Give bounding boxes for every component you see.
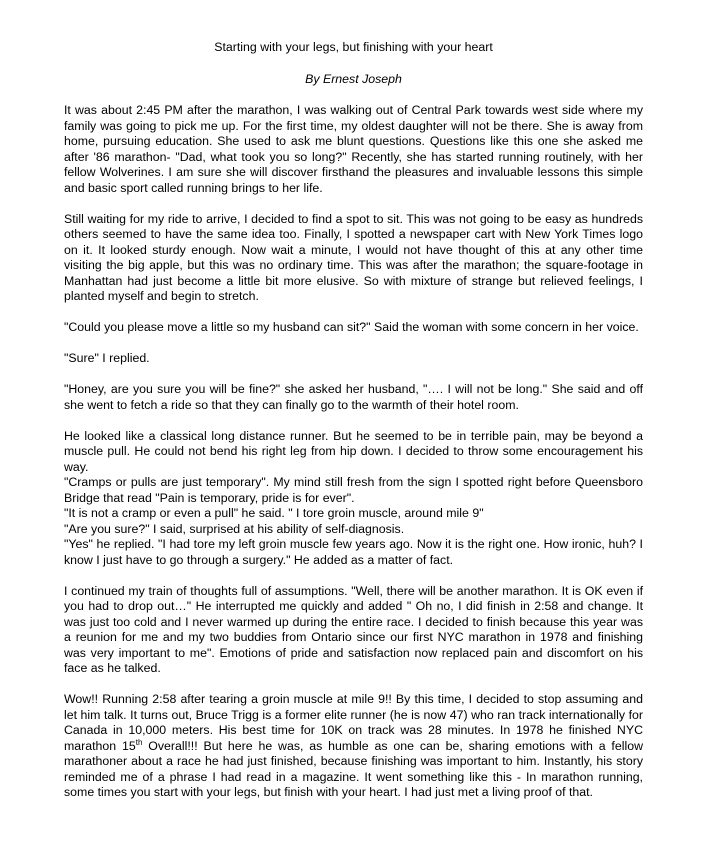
dialogue-line-3: "Are you sure?" I said, surprised at his ability of self-diagnosis.	[64, 521, 405, 536]
dialogue-line-4: "Yes" he replied. "I had tore my left groin muscle few years ago. Now it is the right one. How ironic, huh? I know I just have to go through a surgery." He added as a matter of fact.	[64, 537, 643, 567]
runner-dialogue-block	[64, 429, 643, 569]
runner-intro: He looked like a classical long distance runner. But he seemed to be in terrible pain, may be beyond a muscle pull. He could not bend his right leg from hip down. I decided to throw some encouragement his way.	[64, 428, 643, 474]
author-byline: By Ernest Joseph	[305, 71, 402, 86]
final-paragraph-part-1: Wow!! Running 2:58 after tearing a groin muscle at mile 9!! By this time, I decided to stop assuming and let him talk. It turns out, Bruce Trigg is a former elite runner (he is now 47) who ran track internationally for Canada in 10,000 meters. His best time for 10K on track was 28 minutes. In 1978 he finished NYC marathon 15	[64, 692, 643, 753]
final-paragraph	[64, 692, 643, 801]
dialogue-line-2: "It is not a cramp or even a pull" he said. " I tore groin muscle, around mile 9"	[64, 506, 484, 520]
final-paragraph-part-2: Overall!!! But here he was, as humble as one can be, sharing emotions with a fellow marathoner about a race he had just finished, because finishing was important to him. Instantly, his story reminded me of a phrase I had read in a magazine. It went something like this - In marathon running, some times you start with your legs, but finish with your heart. I had just met a living proof of that.	[64, 738, 643, 799]
assumptions-paragraph: I continued my train of thoughts full of assumptions. "Well, there will be another marathon. It is OK even if you had to drop out…" He interrupted me quickly and added " Oh no, I did finish in 2:58 and change. It was just too cold and I never warmed up during the entire race. I decided to finish because this year was a reunion for me and my two buddies from Ontario since our first NYC marathon in 1978 and finishing was very important to me". Emotions of pride and satisfaction now replaced pain and discomfort on his face as he talked.	[64, 583, 643, 675]
paragraph-5: "Honey, are you sure you will be fine?" she asked her husband, "…. I will not be long." She said and off she went to fetch a ride so that they can finally go to the warmth of their hotel room.	[64, 382, 643, 412]
dialogue-line-1: "Cramps or pulls are just temporary". My mind still fresh from the sign I spotted right before Queensboro Bridge that read "Pain is temporary, pride is for ever".	[64, 475, 643, 505]
paragraph-4: "Sure" I replied.	[64, 351, 150, 365]
document-page	[64, 40, 643, 816]
ordinal-superscript: th	[135, 737, 143, 747]
paragraph-3: "Could you please move a little so my husband can sit?" Said the woman with some concern in her voice.	[64, 320, 639, 334]
paragraph-1: It was about 2:45 PM after the marathon, I was walking out of Central Park towards west side where my family was going to pick me up. For the first time, my oldest daughter will not be there. She is away from home, pursuing education. She used to ask me blunt questions. Questions like this one she asked me after '86 marathon- "Dad, what took you so long?" Recently, she has started running routinely, with her fellow Wolverines. I am sure she will discover firsthand the pleasures and invaluable lessons this simple and basic sport called running brings to her life.	[64, 103, 643, 195]
document-title: Starting with your legs, but finishing with your heart	[214, 40, 493, 54]
paragraph-2: Still waiting for my ride to arrive, I decided to find a spot to sit. This was not going to be easy as hundreds others seemed to have the same idea too. Finally, I spotted a newspaper cart with New York Times logo on it. It looked sturdy enough. Now wait a minute, I would not have thought of this at any other time visiting the big apple, but this was no ordinary time. This was after the marathon; the square-footage in Manhattan had just become a little bit more elusive. So with mixture of strange but relieved feelings, I planted myself and begin to stretch.	[64, 211, 643, 303]
